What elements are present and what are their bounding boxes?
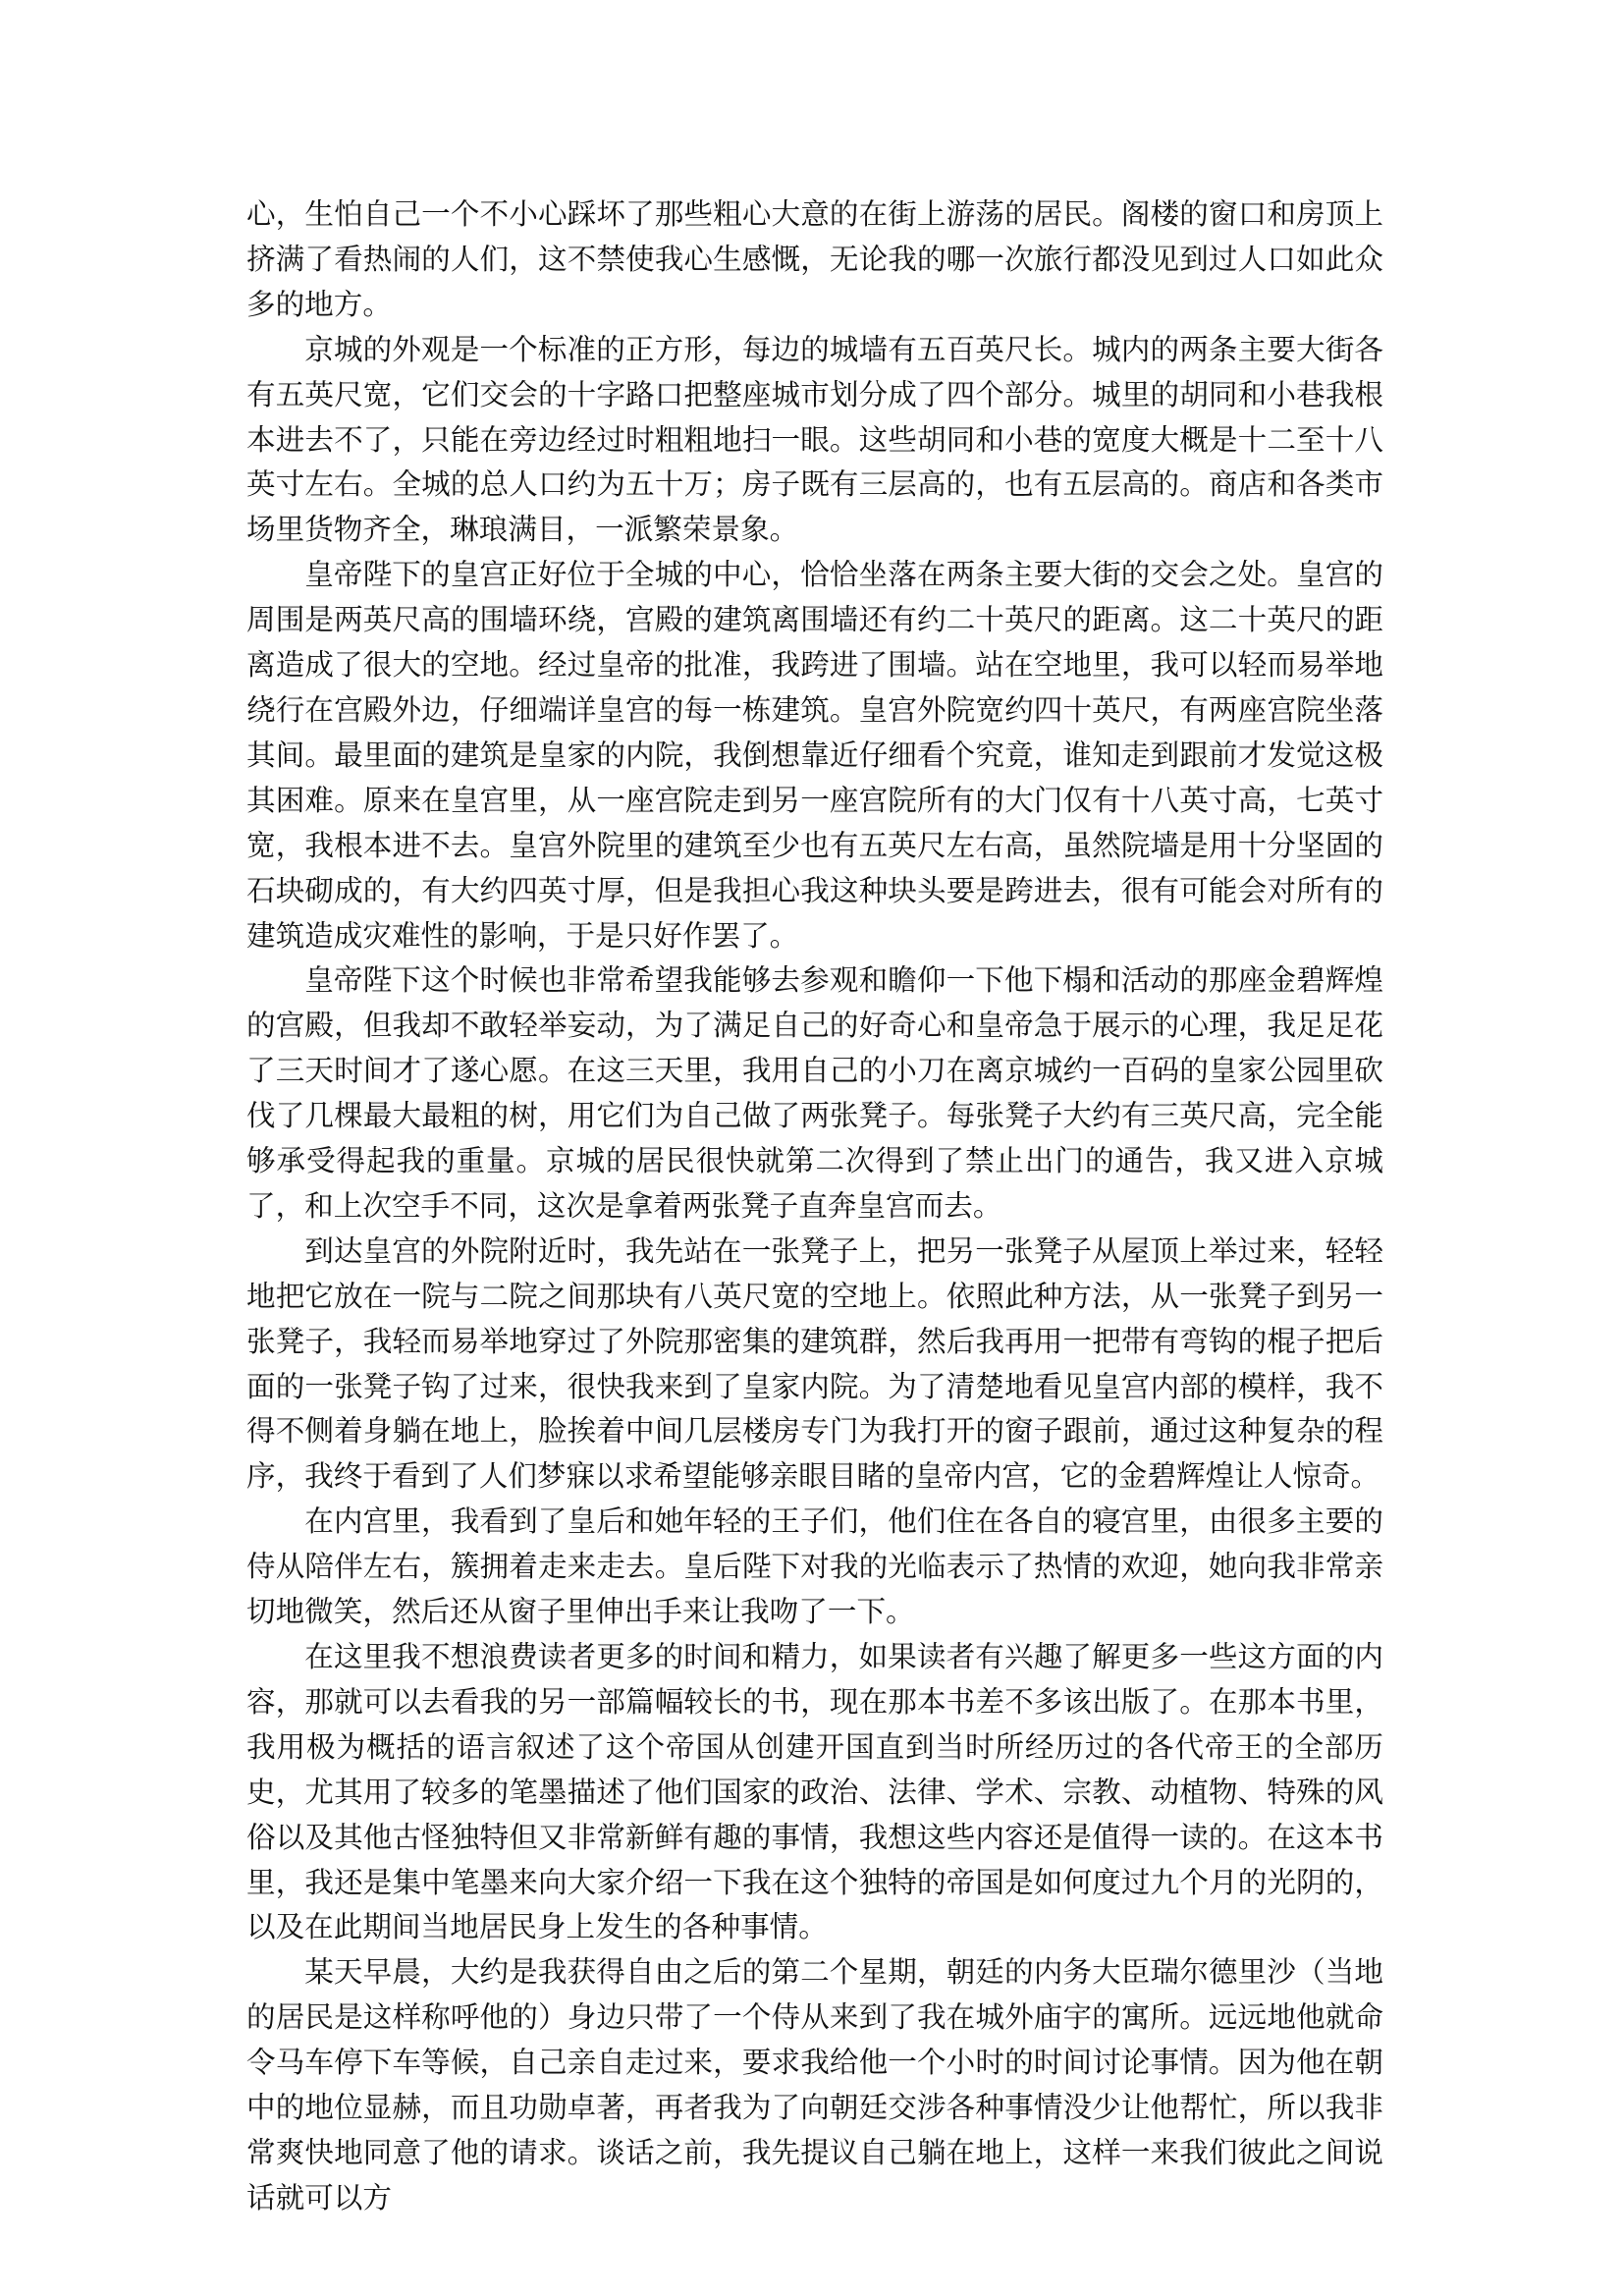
paragraph-history-book: 在这里我不想浪费读者更多的时间和精力，如果读者有兴趣了解更多一些这方面的内容，那就可以去看我的另一部篇幅较长的书，现在那本书差不多该出版了。在那本书里，我用极为概括的语言叙述了这个帝国从创建开国直到当时所经历过的各代帝王的全部历史，尤其用了较多的笔墨描述了他们国家的政治、法律、学术、宗教、动植物、特殊的风俗以及其他古怪独特但又非常新鲜有趣的事情，我想这些内容还是值得一读的。在这本书里，我还是集中笔墨来向大家介绍一下我在这个独特的帝国是如何度过九个月的光阴的，以及在此期间当地居民身上发生的各种事情。	[246, 1640, 1383, 1944]
paragraph-palace: 皇帝陛下的皇宫正好位于全城的中心，恰恰坐落在两条主要大街的交会之处。皇宫的周围是两英尺高的围墙环绕，宫殿的建筑离围墙还有约二十英尺的距离。这二十英尺的距离造成了很大的空地。经过皇帝的批准，我跨进了围墙。站在空地里，我可以轻而易举地绕行在宫殿外边，仔细端详皇宫的每一栋建筑。皇宫外院宽约四十英尺，有两座宫院坐落其间。最里面的建筑是皇家的内院，我倒想靠近仔细看个究竟，谁知走到跟前才发觉这极其困难。原来在皇宫里，从一座宫院走到另一座宫院所有的大门仅有十八英寸高，七英寸宽，我根本进不去。皇宫外院里的建筑至少也有五英尺左右高，虽然院墙是用十分坚固的石块砌成的，有大约四英寸厚，但是我担心我这种块头要是跨进去，很有可能会对所有的建筑造成灾难性的影响，于是只好作罢了。	[246, 558, 1383, 953]
paragraph-city-layout: 京城的外观是一个标准的正方形，每边的城墙有五百英尺长。城内的两条主要大街各有五英尺宽，它们交会的十字路口把整座城市划分成了四个部分。城里的胡同和小巷我根本进去不了，只能在旁边经过时粗粗地扫一眼。这些胡同和小巷的宽度大概是十二至十八英寸左右。全城的总人口约为五十万；房子既有三层高的，也有五层高的。商店和各类市场里货物齐全，琳琅满目，一派繁荣景象。	[246, 332, 1383, 547]
paragraph-continued: 心，生怕自己一个不小心踩坏了那些粗心大意的在街上游荡的居民。阁楼的窗口和房顶上挤满了看热闹的人们，这不禁使我心生感慨，无论我的哪一次旅行都没见到过人口如此众多的地方。	[246, 197, 1383, 321]
paragraph-minister-visit: 某天早晨，大约是我获得自由之后的第二个星期，朝廷的内务大臣瑞尔德里沙（当地的居民是这样称呼他的）身边只带了一个侍从来到了我在城外庙宇的寓所。远远地他就命令马车停下车等候，自己亲自走过来，要求我给他一个小时的时间讨论事情。因为他在朝中的地位显赫，而且功勋卓著，再者我为了向朝廷交涉各种事情没少让他帮忙，所以我非常爽快地同意了他的请求。谈话之前，我先提议自己躺在地上，这样一来我们彼此之间说话就可以方	[246, 1955, 1383, 2214]
paragraph-inner-court: 到达皇宫的外院附近时，我先站在一张凳子上，把另一张凳子从屋顶上举过来，轻轻地把它放在一院与二院之间那块有八英尺宽的空地上。依照此种方法，从一张凳子到另一张凳子，我轻而易举地穿过了外院那密集的建筑群，然后我再用一把带有弯钩的棍子把后面的一张凳子钩了过来，很快我来到了皇家内院。为了清楚地看见皇宫内部的模样，我不得不侧着身躺在地上，脸挨着中间几层楼房专门为我打开的窗子跟前，通过这种复杂的程序，我终于看到了人们梦寐以求希望能够亲眼目睹的皇帝内宫，它的金碧辉煌让人惊奇。	[246, 1233, 1383, 1494]
paragraph-stools: 皇帝陛下这个时候也非常希望我能够去参观和瞻仰一下他下榻和活动的那座金碧辉煌的宫殿，但我却不敢轻举妄动，为了满足自己的好奇心和皇帝急于展示的心理，我足足花了三天时间才了遂心愿。在这三天里，我用自己的小刀在离京城约一百码的皇家公园里砍伐了几棵最大最粗的树，用它们为自己做了两张凳子。每张凳子大约有三英尺高，完全能够承受得起我的重量。京城的居民很快就第二次得到了禁止出门的通告，我又进入京城了，和上次空手不同，这次是拿着两张凳子直奔皇宫而去。	[246, 963, 1383, 1223]
body-text	[246, 192, 1383, 2221]
paragraph-empress: 在内宫里，我看到了皇后和她年轻的王子们，他们住在各自的寝宫里，由很多主要的侍从陪伴左右，簇拥着走来走去。皇后陛下对我的光临表示了热情的欢迎，她向我非常亲切地微笑，然后还从窗子里伸出手来让我吻了一下。	[246, 1504, 1383, 1629]
